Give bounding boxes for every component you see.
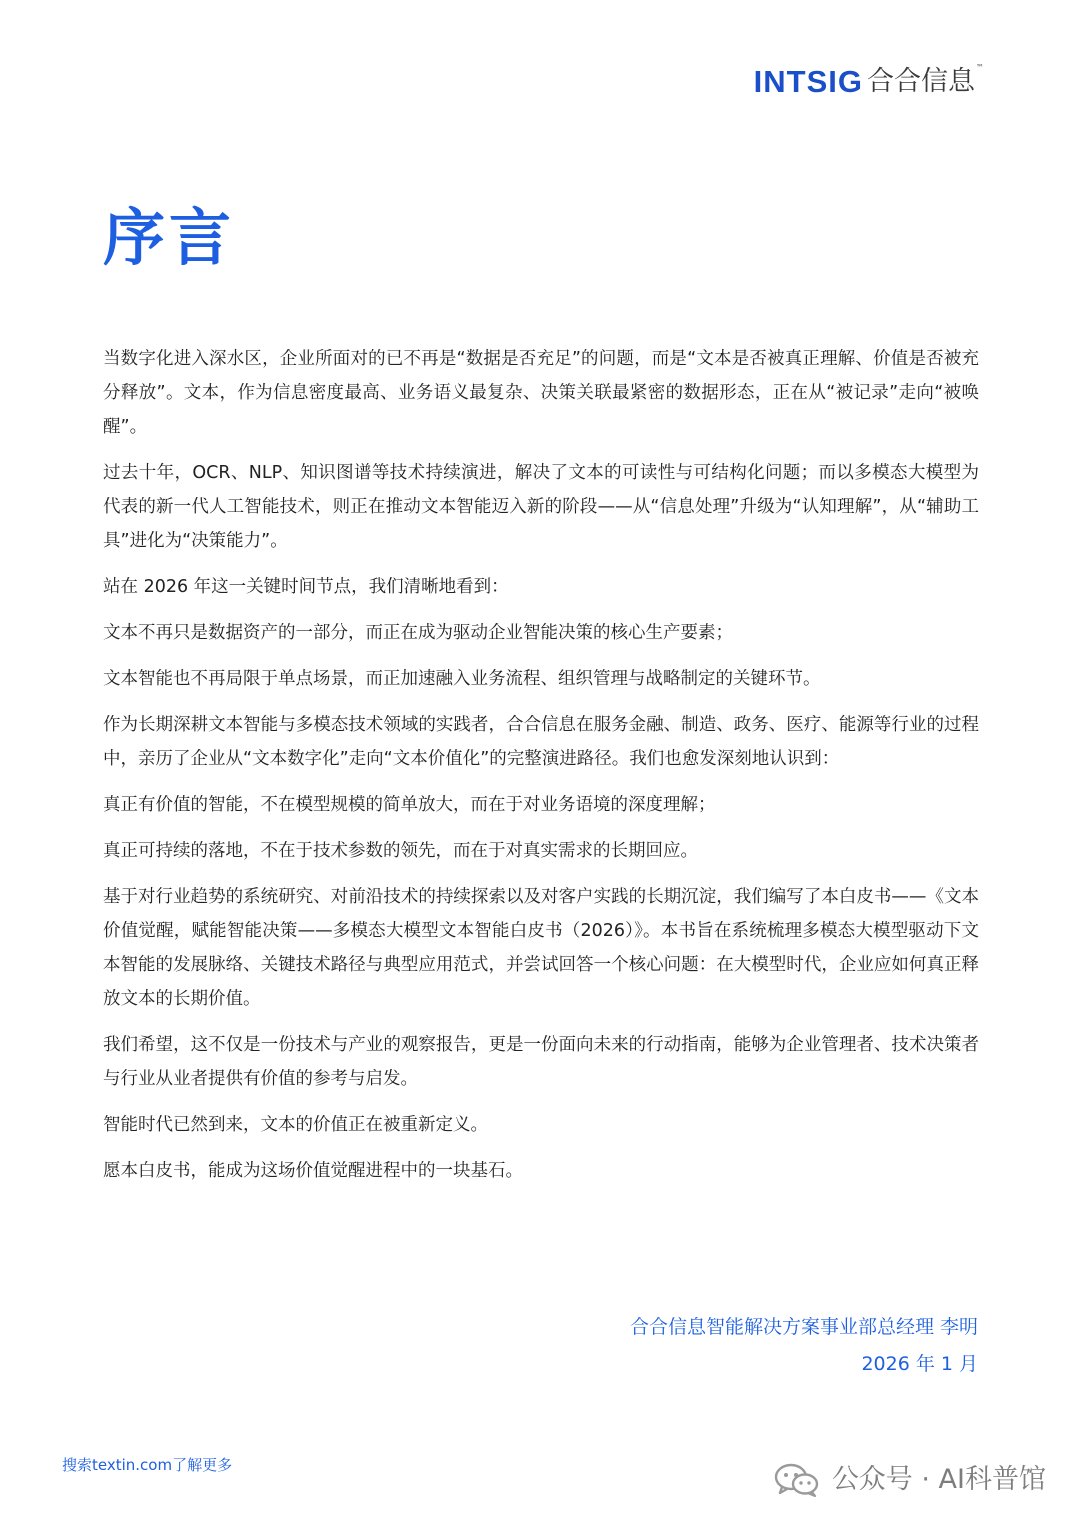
paragraph: 过去十年，OCR、NLP、知识图谱等技术持续演进，解决了文本的可读性与可结构化问题；而以多模态大模型为代表的新一代人工智能技术，则正在推动文本智能迈入新的阶段——从“信息处理”升级为“认知理解”，从“辅助工具”进化为“决策能力”。 (103, 463, 979, 551)
footer-link[interactable]: 搜索textin.com了解更多 (62, 1456, 233, 1474)
logo-chinese: 合合信息 (867, 66, 975, 97)
paragraph: 文本智能也不再局限于单点场景，而正加速融入业务流程、组织管理与战略制定的关键环节。 (103, 669, 821, 689)
signature-date: 2026 年 1 月 (861, 1353, 978, 1375)
signature-author: 合合信息智能解决方案事业部总经理 李明 (629, 1316, 978, 1338)
preface-body (103, 342, 979, 1200)
logo-english: INTSIG (753, 64, 863, 99)
watermark (774, 1460, 1046, 1500)
paragraph: 真正有价值的智能，不在模型规模的简单放大，而在于对业务语境的深度理解； (103, 795, 716, 815)
watermark-text: 公众号 · AI科普馆 (831, 1464, 1046, 1495)
paragraph: 站在 2026 年这一关键时间节点，我们清晰地看到： (103, 577, 509, 597)
page-title: 序言 (103, 201, 236, 274)
wechat-icon (774, 1463, 820, 1497)
paragraph: 真正可持续的落地，不在于技术参数的领先，而在于对真实需求的长期回应。 (103, 841, 698, 861)
signature-block (630, 1309, 978, 1383)
logo-trademark: ™ (976, 63, 984, 72)
paragraph: 当数字化进入深水区，企业所面对的已不再是“数据是否充足”的问题，而是“文本是否被真正理解、价值是否被充分释放”。文本，作为信息密度最高、业务语义最复杂、决策关联最紧密的数据形态，正在从“被记录”走向“被唤醒”。 (103, 349, 979, 437)
paragraph: 愿本白皮书，能成为这场价值觉醒进程中的一块基石。 (103, 1161, 523, 1181)
paragraph: 作为长期深耕文本智能与多模态技术领域的实践者，合合信息在服务金融、制造、政务、医疗、能源等行业的过程中，亲历了企业从“文本数字化”走向“文本价值化”的完整演进路径。我们也愈发深刻地认识到： (103, 715, 979, 769)
company-logo (754, 62, 984, 102)
paragraph: 智能时代已然到来，文本的价值正在被重新定义。 (103, 1115, 488, 1135)
paragraph: 文本不再只是数据资产的一部分，而正在成为驱动企业智能决策的核心生产要素； (103, 623, 733, 643)
paragraph: 基于对行业趋势的系统研究、对前沿技术的持续探索以及对客户实践的长期沉淀，我们编写了本白皮书——《文本价值觉醒，赋能智能决策——多模态大模型文本智能白皮书（2026）》。本书旨在系统梳理多模态大模型驱动下文本智能的发展脉络、关键技术路径与典型应用范式，并尝试回答一个核心问题：在大模型时代，企业应如何真正释放文本的长期价值。 (103, 887, 979, 1009)
paragraph: 我们希望，这不仅是一份技术与产业的观察报告，更是一份面向未来的行动指南，能够为企业管理者、技术决策者与行业从业者提供有价值的参考与启发。 (103, 1035, 979, 1089)
